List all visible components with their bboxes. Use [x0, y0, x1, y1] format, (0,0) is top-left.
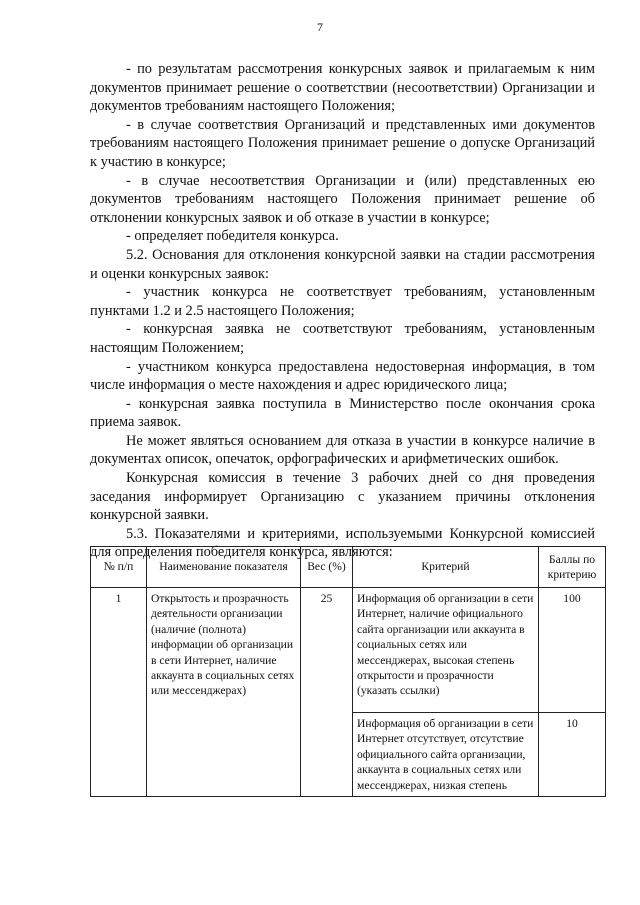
paragraph: - в случае соответствия Организаций и представленных ими документов требованиям настоящего Положения принимает решение о допуске Организаций к участию в конкурсе; [90, 116, 595, 170]
paragraph: - конкурсная заявка не соответствуют требованиям, установленным настоящим Положением; [90, 321, 595, 356]
paragraph: - участник конкурса не соответствует требованиям, установленным пунктами 1.2 и 2.5 настоящего Положения; [90, 284, 595, 319]
header-score: Баллы по критерию [539, 547, 606, 588]
score-value: 10 [539, 713, 606, 797]
paragraph: - определяет победителя конкурса. [126, 228, 339, 245]
page-number: 7 [317, 20, 323, 34]
header-criterion: Критерий [353, 547, 539, 588]
section-5-2-heading: 5.2. Основания для отклонения конкурсной заявки на стадии рассмотрения и оценки конкурсных заявок: [90, 246, 595, 282]
paragraph: - по результатам рассмотрения конкурсных заявок и прилагаемым к ним документов принимает решение о соответствии (несоответствии) Организации и документов требованиям настоящего Положения; [90, 61, 595, 115]
body-text [90, 60, 595, 562]
criterion-text: Информация об организации в сети Интернет, наличие официального сайта организации или аккаунта в социальных сетях или мессенджерах, высокая степень открытости и прозрачности (указать ссылки) [353, 588, 539, 713]
paragraph: - в случае несоответствия Организации и (или) представленных ею документов требованиям настоящего Положения принимает решение об отклонении конкурсных заявок и об отказе в участии в конкурсе; [90, 172, 595, 226]
section-5-3-heading: 5.3. Показателями и критериями, используемыми Конкурсной комиссией для определения победителя конкурса, являются: [90, 525, 595, 561]
paragraph: - участником конкурса предоставлена недостоверная информация, в том числе информация о месте нахождения и адрес юридического лица; [90, 358, 595, 394]
header-weight: Вес (%) [301, 547, 353, 588]
paragraph: Конкурсная комиссия в течение 3 рабочих дней со дня проведения заседания информирует Организацию с указанием причины отклонения конкурсной заявки. [90, 470, 595, 524]
indicator-name: Открытость и прозрачность деятельности организации (наличие (полнота) информации об организации в сети Интернет, наличие аккаунта в социальных сетях или мессенджерах) [147, 588, 301, 797]
table-row [91, 588, 606, 713]
header-indicator: Наименование показателя [147, 547, 301, 588]
weight-value: 25 [301, 588, 353, 797]
score-value: 100 [539, 588, 606, 713]
paragraph: Не может являться основанием для отказа в участии в конкурсе наличие в документах описок, опечаток, орфографических и арифметических ошибок. [90, 432, 595, 468]
paragraph: - конкурсная заявка поступила в Министерство после окончания срока приема заявок. [90, 395, 595, 431]
row-number: 1 [91, 588, 147, 797]
criterion-text: Информация об организации в сети Интернет отсутствует, отсутствие официального сайта организации, аккаунта в социальных сетях или мессенджерах, низкая степень [353, 713, 539, 797]
header-number: № п/п [91, 547, 147, 588]
table-header-row [91, 547, 606, 588]
criteria-table [90, 546, 606, 797]
